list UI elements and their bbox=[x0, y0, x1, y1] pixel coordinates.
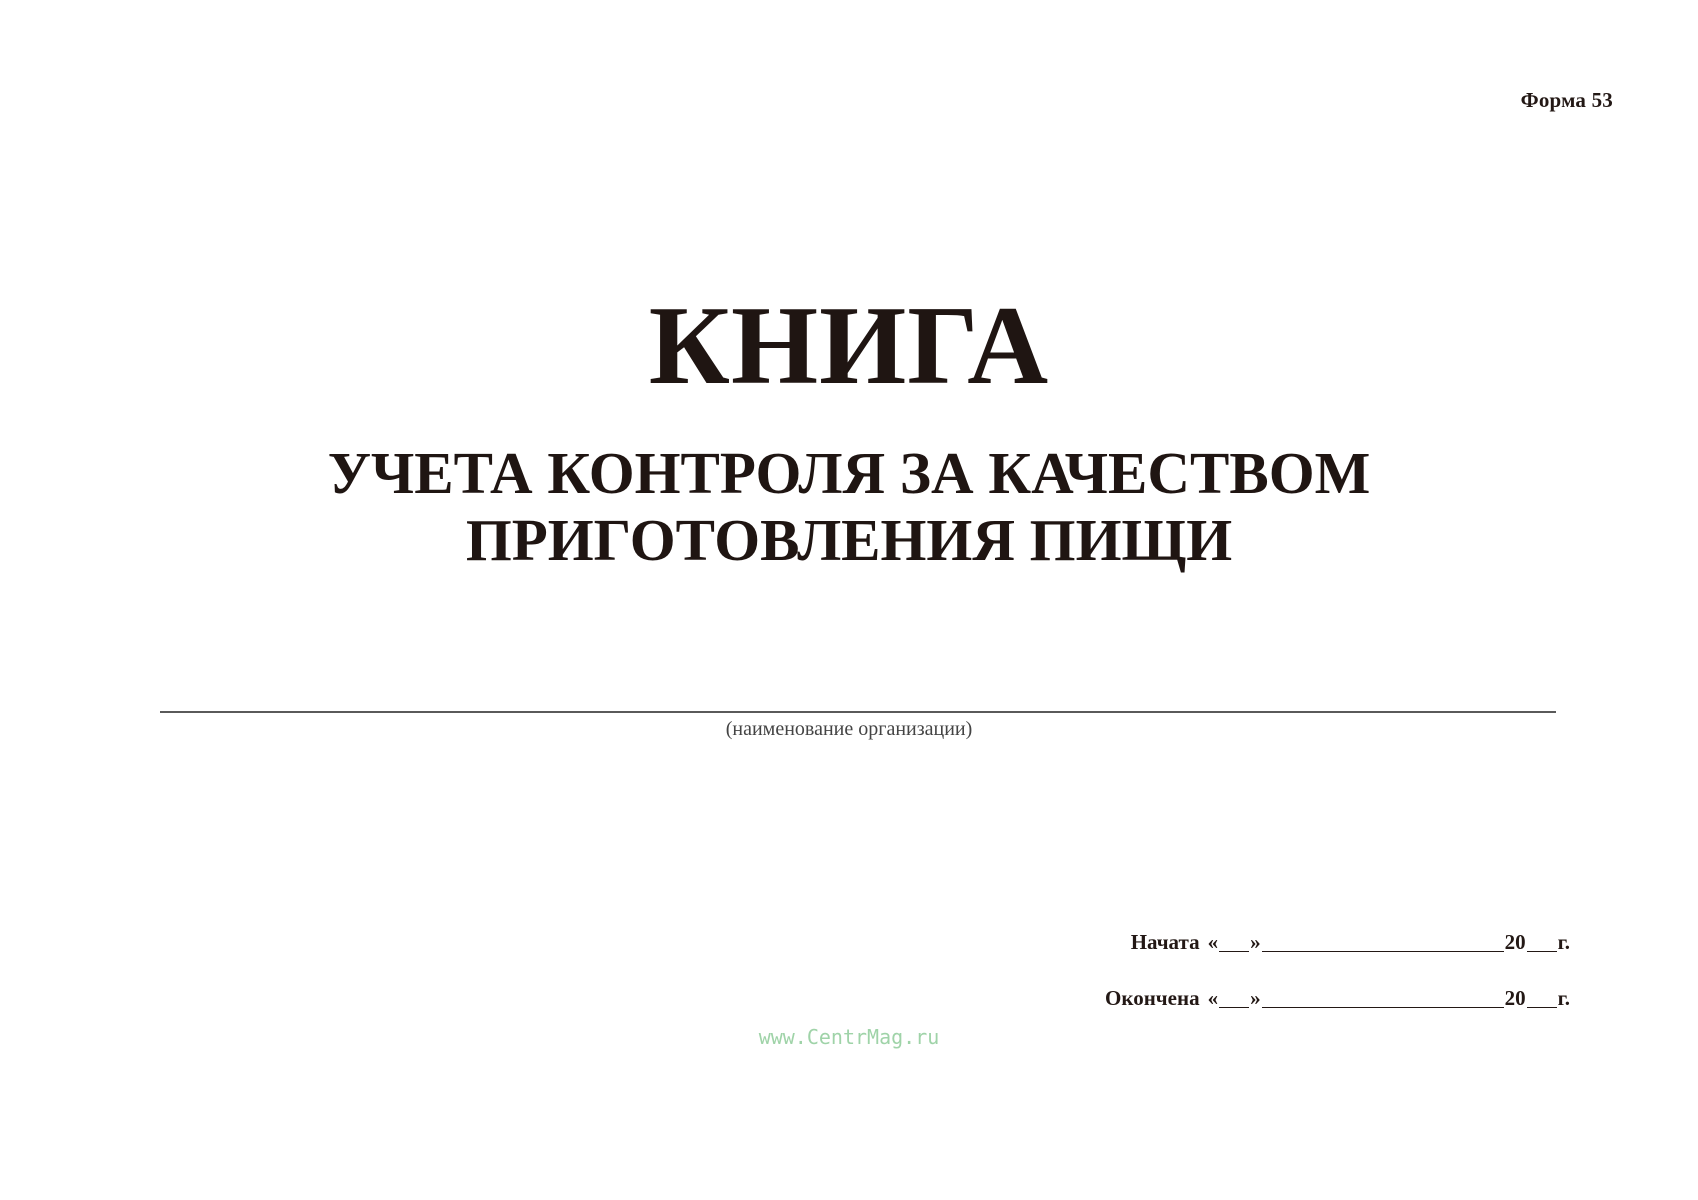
start-day-blank bbox=[1219, 950, 1249, 952]
form-number: Форма 53 bbox=[1520, 88, 1613, 112]
end-month-blank bbox=[1262, 1006, 1504, 1008]
end-close-quote: » bbox=[1250, 986, 1261, 1010]
subtitle-line-2: ПРИГОТОВЛЕНИЯ ПИЩИ bbox=[465, 506, 1233, 573]
document-title: КНИГА bbox=[648, 284, 1050, 408]
organization-caption: (наименование организации) bbox=[725, 718, 973, 740]
start-date-field bbox=[1050, 930, 1570, 955]
start-year-blank bbox=[1527, 950, 1557, 952]
end-date-field bbox=[1050, 986, 1570, 1011]
start-month-blank bbox=[1262, 950, 1504, 952]
start-year-suffix: г. bbox=[1557, 930, 1570, 954]
end-year-suffix: г. bbox=[1557, 986, 1570, 1010]
start-open-quote: « bbox=[1207, 930, 1219, 954]
start-date-label: Начата bbox=[1130, 930, 1200, 954]
end-open-quote: « bbox=[1207, 986, 1219, 1010]
end-year-blank bbox=[1527, 1006, 1557, 1008]
end-day-blank bbox=[1219, 1006, 1249, 1008]
document-subtitle bbox=[0, 440, 1698, 573]
watermark: www.CentrMag.ru bbox=[758, 1025, 940, 1049]
end-year-prefix: 20 bbox=[1504, 986, 1526, 1010]
start-close-quote: » bbox=[1250, 930, 1261, 954]
end-date-label: Окончена bbox=[1105, 986, 1200, 1010]
subtitle-line-1: УЧЕТА КОНТРОЛЯ ЗА КАЧЕСТВОМ bbox=[327, 440, 1371, 506]
organization-name-line bbox=[160, 711, 1556, 713]
start-year-prefix: 20 bbox=[1504, 930, 1526, 954]
